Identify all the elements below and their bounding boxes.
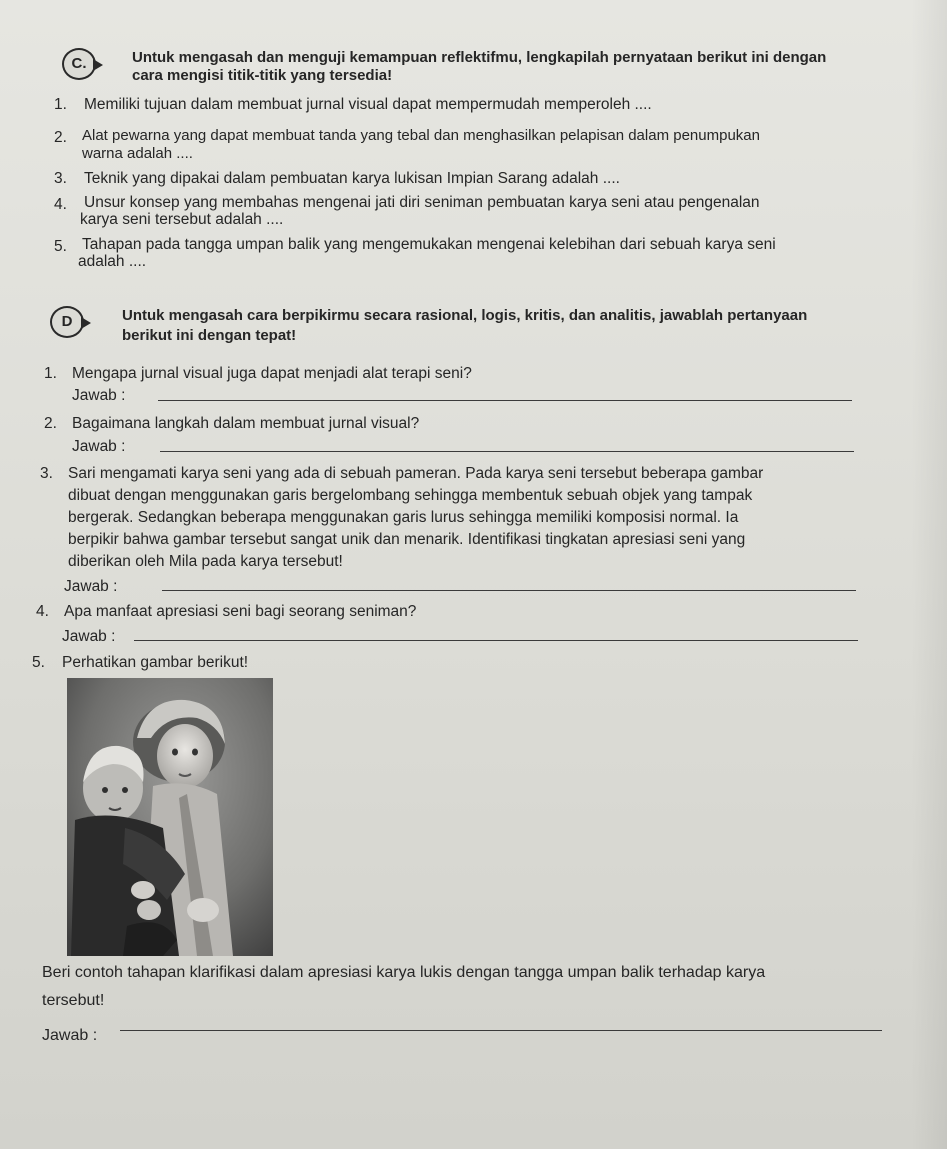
section-c-badge: C.: [62, 48, 96, 80]
d-q5-prompt-line-1: Beri contoh tahapan klarifikasi dalam apresiasi karya lukis dengan tangga umpan balik terhadap karya: [42, 964, 766, 981]
d-q3-text-line-1: Sari mengamati karya seni yang ada di sebuah pameran. Pada karya seni tersebut beberapa gambar: [68, 465, 764, 482]
d-q5-answer-label: Jawab :: [42, 1027, 98, 1044]
d-q4-text: Apa manfaat apresiasi seni bagi seorang seniman?: [64, 603, 417, 620]
page-shadow-edge: [911, 0, 947, 1149]
d-q3-answer-label: Jawab :: [64, 578, 118, 595]
section-d-instruction-line-1: Untuk mengasah cara berpikirmu secara rasional, logis, kritis, dan analitis, jawablah pertanyaan: [122, 307, 808, 324]
d-q3-text-line-5: diberikan oleh Mila pada karya tersebut!: [68, 553, 343, 570]
d-q1-answer-label: Jawab :: [72, 387, 126, 404]
c-item-2-number: 2.: [54, 129, 67, 146]
d-q2-number: 2.: [44, 415, 57, 432]
d-q5-text: Perhatikan gambar berikut!: [62, 654, 249, 671]
d-q5-prompt-line-2: tersebut!: [42, 992, 105, 1009]
d-q1-text: Mengapa jurnal visual juga dapat menjadi alat terapi seni?: [72, 365, 472, 382]
c-item-2-text-line-2: warna adalah ....: [82, 145, 193, 162]
painting-illustration: [67, 678, 273, 956]
d-q1-number: 1.: [44, 365, 57, 382]
painting-two-children: [67, 678, 273, 956]
c-item-2-text-line-1: Alat pewarna yang dapat membuat tanda yang tebal dan menghasilkan pelapisan dalam penumpukan: [82, 127, 760, 144]
c-item-1-text: Memiliki tujuan dalam membuat jurnal visual dapat mempermudah memperoleh ....: [84, 96, 652, 113]
c-item-5-text-line-2: adalah ....: [78, 253, 147, 270]
d-q4-answer-line[interactable]: [134, 640, 858, 641]
section-d-badge: D: [50, 306, 84, 338]
d-q3-answer-line[interactable]: [162, 590, 856, 591]
d-q3-text-line-3: bergerak. Sedangkan beberapa menggunakan garis lurus sehingga memiliki komposisi normal. Ia: [68, 509, 739, 526]
section-c-instruction-line-2: cara mengisi titik-titik yang tersedia!: [132, 67, 393, 84]
c-item-3-number: 3.: [54, 170, 67, 187]
d-q4-number: 4.: [36, 603, 49, 620]
d-q2-answer-label: Jawab :: [72, 438, 126, 455]
c-item-4-text-line-2: karya seni tersebut adalah ....: [80, 211, 284, 228]
d-q3-text-line-2: dibuat dengan menggunakan garis bergelombang sehingga membentuk sebuah objek yang tampak: [68, 487, 753, 504]
d-q5-number: 5.: [32, 654, 45, 671]
d-q5-answer-line[interactable]: [120, 1030, 882, 1031]
c-item-1-number: 1.: [54, 96, 67, 113]
c-item-5-text-line-1: Tahapan pada tangga umpan balik yang mengemukakan mengenai kelebihan dari sebuah karya seni: [82, 236, 776, 253]
section-d-instruction-line-2: berikut ini dengan tepat!: [122, 327, 297, 344]
d-q3-text-line-4: berpikir bahwa gambar tersebut sangat unik dan menarik. Identifikasi tingkatan apresiasi seni yang: [68, 531, 746, 548]
d-q2-text: Bagaimana langkah dalam membuat jurnal visual?: [72, 415, 420, 432]
c-item-3-text: Teknik yang dipakai dalam pembuatan karya lukisan Impian Sarang adalah ....: [84, 170, 620, 187]
d-q4-answer-label: Jawab :: [62, 628, 116, 645]
d-q1-answer-line[interactable]: [158, 400, 852, 401]
d-q2-answer-line[interactable]: [160, 451, 854, 452]
section-c-instruction-line-1: Untuk mengasah dan menguji kemampuan reflektifmu, lengkapilah pernyataan berikut ini dengan: [132, 49, 827, 66]
c-item-5-number: 5.: [54, 238, 67, 255]
c-item-4-number: 4.: [54, 196, 67, 213]
c-item-4-text-line-1: Unsur konsep yang membahas mengenai jati diri seniman pembuatan karya seni atau pengenalan: [84, 194, 760, 211]
d-q3-number: 3.: [40, 465, 53, 482]
